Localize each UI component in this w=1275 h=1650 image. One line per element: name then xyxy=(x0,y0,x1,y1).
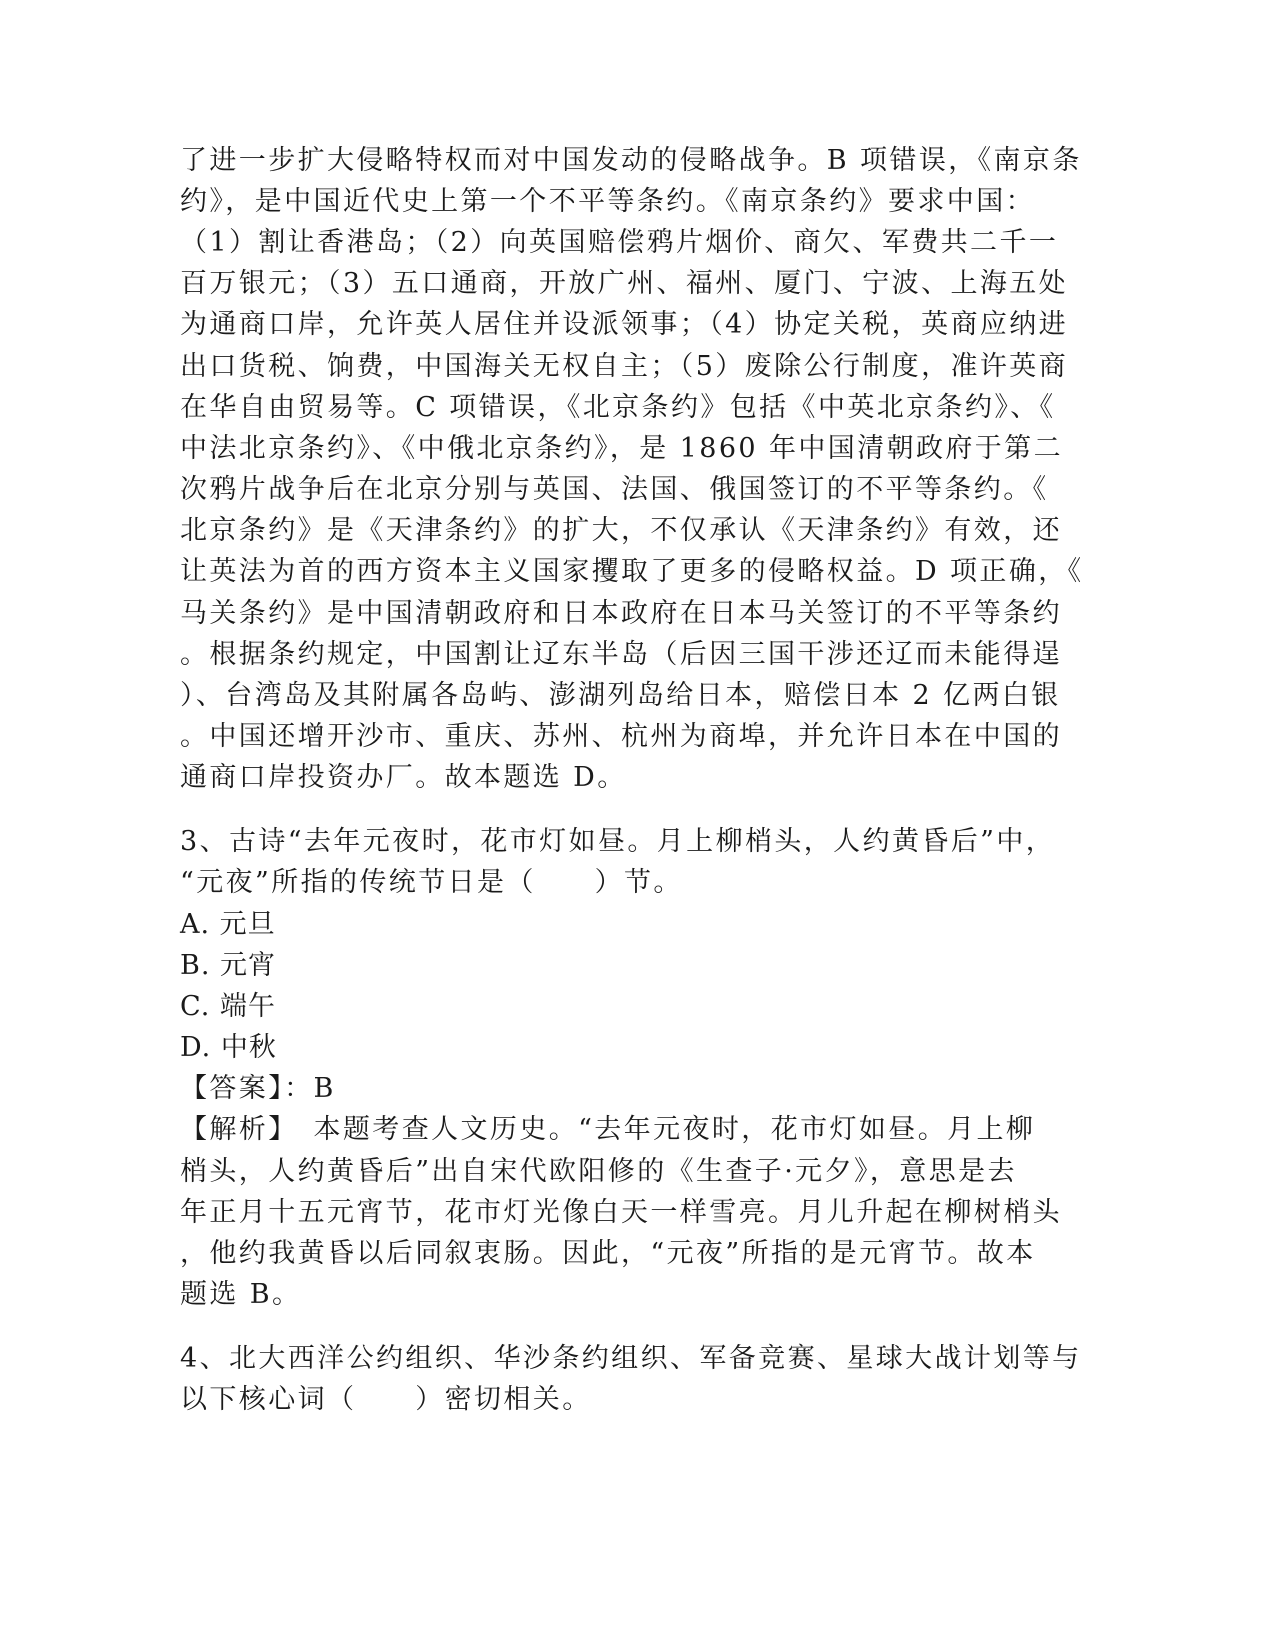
option-d: D. 中秋 xyxy=(180,1032,277,1063)
text-line: 。根据条约规定，中国割让辽东半岛（后因三国干涉还辽而未能得逞 xyxy=(180,639,1062,670)
text-line: 北京条约》是《天津条约》的扩大，不仅承认《天津条约》有效，还 xyxy=(180,515,1062,546)
text-line: 中法北京条约》、《中俄北京条约》，是 1860 年中国清朝政府于第二 xyxy=(180,433,1063,464)
text-line: 约》，是中国近代史上第一个不平等条约。《南京条约》要求中国： xyxy=(180,186,1035,217)
option-a: A. 元旦 xyxy=(180,909,276,940)
analysis-line: 【解析】 本题考查人文历史。“去年元夜时，花市灯如昼。月上柳 xyxy=(180,1114,1036,1145)
question-stem-line: 以下核心词（ ）密切相关。 xyxy=(180,1384,592,1415)
text-line: ）、台湾岛及其附属各岛屿、澎湖列岛给日本，赔偿日本 2 亿两白银 xyxy=(180,680,1061,711)
text-line: 为通商口岸，允许英人居住并设派领事；（4）协定关税，英商应纳进 xyxy=(180,309,1069,340)
question-stem-line: 3、古诗“去年元夜时，花市灯如昼。月上柳梢头，人约黄昏后”中， xyxy=(180,826,1056,857)
analysis-line: ，他约我黄昏以后同叙衷肠。因此，“元夜”所指的是元宵节。故本 xyxy=(180,1238,1036,1269)
text-line: 通商口岸投资办厂。故本题选 D。 xyxy=(180,762,627,793)
text-line: 百万银元；（3）五口通商，开放广州、福州、厦门、宁波、上海五处 xyxy=(180,268,1069,299)
text-line: 在华自由贸易等。C 项错误，《北京条约》包括《中英北京条约》、《 xyxy=(180,392,1056,423)
text-line: 次鸦片战争后在北京分别与英国、法国、俄国签订的不平等条约。《 xyxy=(180,474,1049,505)
answer-line: 【答案】：B xyxy=(180,1073,336,1104)
option-c: C. 端午 xyxy=(180,991,276,1022)
text-line: 让英法为首的西方资本主义国家攫取了更多的侵略权益。D 项正确，《 xyxy=(180,556,1084,587)
analysis-line: 题选 B。 xyxy=(180,1279,302,1310)
analysis-line: 梢头，人约黄昏后”出自宋代欧阳修的《生查子·元夕》，意思是去 xyxy=(180,1156,1017,1187)
analysis-line: 年正月十五元宵节，花市灯光像白天一样雪亮。月儿升起在柳树梢头 xyxy=(180,1197,1062,1228)
question-stem-line: “元夜”所指的传统节日是（ ）节。 xyxy=(180,867,683,898)
text-line: 出口货税、饷费，中国海关无权自主；（5）废除公行制度，准许英商 xyxy=(180,351,1069,382)
text-line: （1）割让香港岛；（2）向英国赔偿鸦片烟价、商欠、军费共二千一 xyxy=(180,227,1059,258)
question-stem-line: 4、北大西洋公约组织、华沙条约组织、军备竞赛、星球大战计划等与 xyxy=(180,1343,1082,1374)
option-b: B. 元宵 xyxy=(180,950,277,981)
text-line: 。中国还增开沙市、重庆、苏州、杭州为商埠，并允许日本在中国的 xyxy=(180,721,1062,752)
text-line: 了进一步扩大侵略特权而对中国发动的侵略战争。B 项错误，《南京条 xyxy=(180,145,1082,176)
text-line: 马关条约》是中国清朝政府和日本政府在日本马关签订的不平等条约 xyxy=(180,598,1062,629)
